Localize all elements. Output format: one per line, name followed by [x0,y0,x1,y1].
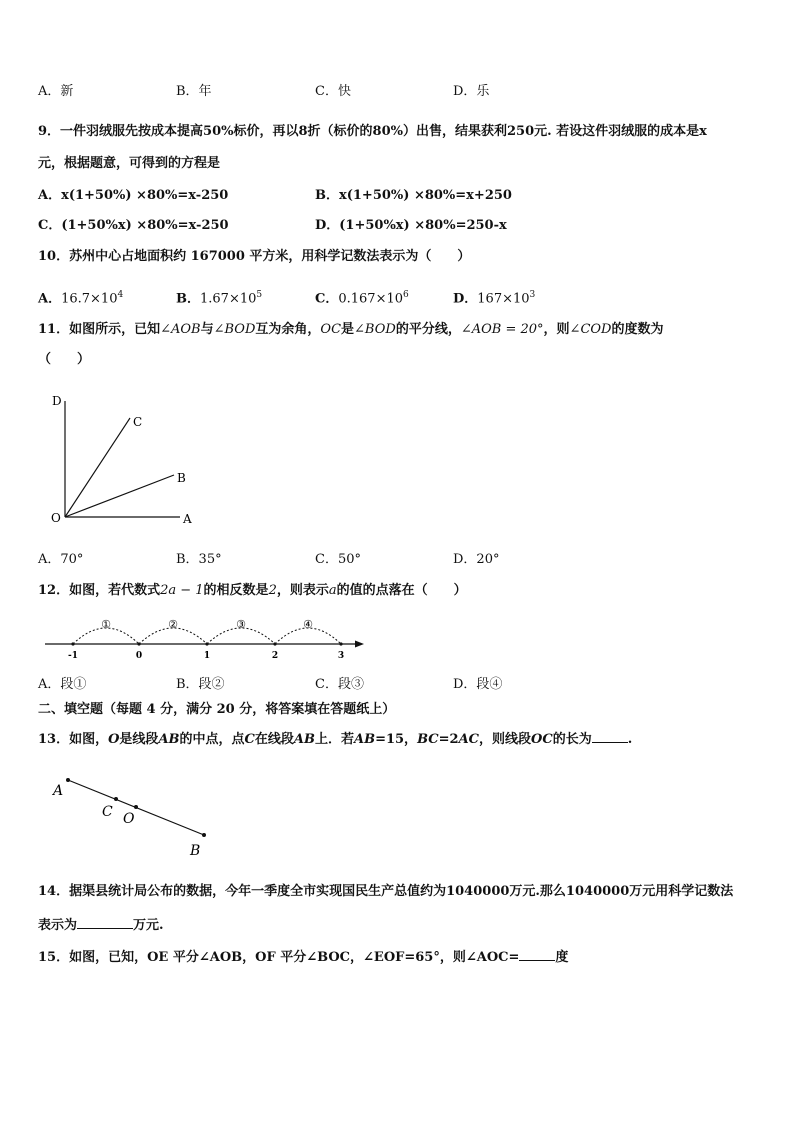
point-o [134,805,138,809]
ray-ob [65,475,174,517]
q9-option-c: C．(1+50%x) ×80%=x-250 [38,218,229,233]
q8-option-b: B．年 [176,84,212,99]
segment-label-1: ① [101,618,111,631]
q11-option-c: C．50° [315,552,361,567]
point-c [114,797,118,801]
q11-option-d: D．20° [453,552,500,567]
section-heading: 二、填空题（每题 4 分，满分 20 分，将答案填在答题纸上） [38,702,396,717]
label-c: C [102,804,113,820]
q10-option-d-exponent: 3 [529,290,536,300]
q10-option-a-exponent: 4 [117,290,124,300]
q11-text-part: ，则 [543,322,570,337]
q11-text-part: 是 [341,322,355,337]
q11-text-part: 与 [200,322,214,337]
q13-math: O [108,732,120,747]
label-d: D [52,394,62,408]
q13-math: OC [531,732,553,747]
q11-math: ∠BOD [354,322,396,337]
tick-label: 0 [135,651,143,661]
label-o: O [123,811,135,827]
q11-text-part: 11．如图所示，已知 [38,322,161,337]
q11-option-a: A．70° [38,552,84,567]
number-line-arrow [355,641,364,648]
q13-text-part: . [627,732,633,747]
answer-blank [592,728,628,743]
q12-text-part: 的值的点落在（ ） [336,583,467,598]
q10-option-d [453,286,535,308]
q11-option-b: B．35° [176,552,222,567]
q12-option-a: A．段① [38,677,87,692]
q9-option-b: B．x(1+50%) ×80%=x+250 [315,188,512,203]
ray-oc [65,418,130,517]
q13-math: AC [458,732,480,747]
q10-option-d-label: D． [453,291,478,307]
label-o: O [51,511,61,525]
q13-math: BC [417,732,439,747]
q11-math: ∠AOB [160,322,201,337]
answer-blank [77,914,133,929]
q11-math: ∠AOB = 20° [460,322,544,337]
q13-math: AB [354,732,376,747]
q10-option-a-label: A． [38,291,62,307]
q9-option-a: A．x(1+50%) ×80%=x-250 [38,188,229,203]
tick-point [205,642,208,645]
q13-text-part: 13．如图， [38,732,109,747]
segment-label-4: ④ [303,618,313,631]
q9-option-d: D．(1+50%x) ×80%=250-x [315,218,507,233]
q13-text [38,728,632,749]
q10-option-b [176,286,262,308]
q11-angle-figure [40,388,210,533]
q11-math: ∠BOD [213,322,256,337]
q10-option-a-mantissa: 16.7×10 [61,291,118,307]
q13-math: AB [158,732,180,747]
q10-option-b-exponent: 5 [256,290,263,300]
q13-segment-figure [48,768,218,860]
q10-text: 10．苏州中心占地面积约 167000 平方米，用科学记数法表示为（ ） [38,249,471,264]
q8-option-c: C．快 [315,84,351,99]
q12-text-part: 12．如图，若代数式 [38,583,161,598]
q9-line1: 9．一件羽绒服先按成本提高50%标价，再以8折（标价的80%）出售，结果获利250元. 若设这件羽绒服的成本是x [38,124,707,139]
label-b: B [190,843,201,859]
q14-line1: 14．据渠县统计局公布的数据，今年一季度全市实现国民生产总值约为1040000万元.那么1040000万元用科学记数法 [38,884,734,899]
tick-point [71,642,74,645]
q14-text-part: 万元. [133,918,164,933]
q10-option-b-label: B． [176,291,200,307]
q12-math: a [328,583,337,598]
q9-line2: 元，根据题意，可得到的方程是 [38,156,221,171]
tick-label: 2 [271,651,279,661]
q14-text-part: 表示为 [38,918,78,933]
q10-option-c-label: C． [315,291,339,307]
q8-option-d: D．乐 [453,84,490,99]
tick-point [137,642,140,645]
q12-text-part: ，则表示 [276,583,329,598]
q11-text-part: 的度数为 [611,322,664,337]
q15-text [38,946,568,967]
q13-text-part: 的中点，点 [179,732,245,747]
q12-number-line [40,610,370,662]
tick-point [273,642,276,645]
q13-text-part: 上．若 [314,732,354,747]
answer-blank [519,946,555,961]
q13-text-part: 是线段 [119,732,159,747]
q10-option-a [38,286,123,308]
q15-text-part: 度 [555,950,569,965]
q11-text [38,321,663,339]
segment-label-3: ③ [236,618,246,631]
label-a: A [53,783,64,799]
tick-label: -1 [68,651,78,661]
q13-text-part: 的长为 [552,732,592,747]
q13-text-part: =15， [375,732,418,747]
q13-text-part: 在线段 [254,732,294,747]
q11-line2: （ ） [38,352,91,367]
point-a [66,778,70,782]
q11-text-part: 互为余角， [255,322,321,337]
q14-line2 [38,914,164,935]
q12-text-part: 的相反数是 [203,583,269,598]
q12-option-d: D．段④ [453,677,503,692]
q10-option-d-mantissa: 167×10 [477,291,530,307]
q10-option-c-exponent: 6 [403,290,409,300]
q13-text-part: =2 [438,732,459,747]
q15-text-part: 15．如图，已知，OE 平分∠AOB，OF 平分∠BOC，∠EOF=65°，则∠AOC= [38,950,520,965]
label-b: B [177,471,186,485]
q13-math: AB [293,732,315,747]
q11-math: OC [320,322,342,337]
point-b [202,833,206,837]
q8-option-a: A．新 [38,84,74,99]
q12-text [38,582,467,600]
q12-option-b: B．段② [176,677,225,692]
q12-math: 2 [268,583,277,598]
tick-point [339,642,342,645]
tick-label: 3 [337,651,345,661]
q11-math: ∠COD [569,322,612,337]
q12-math: 2a − 1 [160,583,204,598]
tick-label: 1 [203,651,211,661]
q13-text-part: ，则线段 [479,732,532,747]
label-c: C [133,415,143,429]
q10-option-c-mantissa: 0.167×10 [338,291,404,307]
q11-text-part: 的平分线， [395,322,461,337]
q12-option-c: C．段③ [315,677,364,692]
segment-label-2: ② [168,618,178,631]
label-a: A [183,512,192,526]
q10-option-c [315,286,409,308]
q10-option-b-mantissa: 1.67×10 [200,291,257,307]
q13-math: C [244,732,255,747]
